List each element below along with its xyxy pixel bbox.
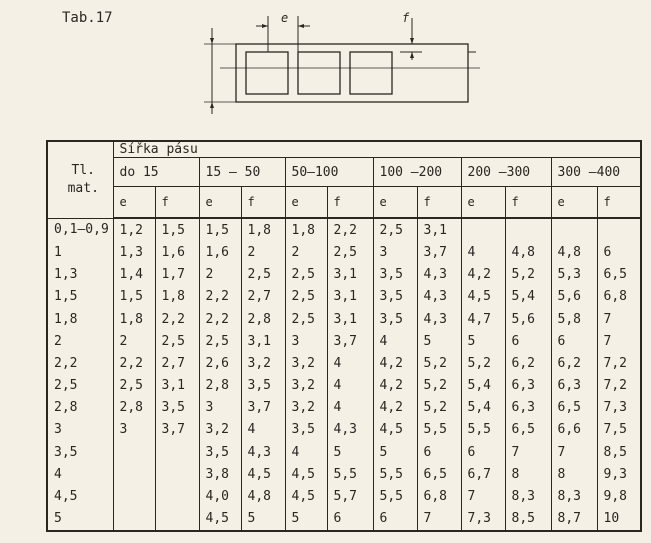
value-e-cell: 1,5 <box>113 286 155 308</box>
value-e-cell: 1,2 <box>113 218 155 241</box>
value-f-cell: 6,3 <box>505 397 551 419</box>
sub-header-f: f <box>327 187 373 219</box>
value-f-cell: 7,3 <box>597 397 641 419</box>
table-row <box>47 508 641 531</box>
value-e-cell: 3,2 <box>199 419 241 441</box>
table-row <box>47 330 641 352</box>
value-f-cell: 5,6 <box>505 308 551 330</box>
value-e-cell: 2,2 <box>113 352 155 374</box>
value-e-cell <box>551 218 597 241</box>
value-f-cell: 2,7 <box>241 286 285 308</box>
value-e-cell: 2,5 <box>285 264 327 286</box>
strip-width-table <box>46 140 642 532</box>
value-f-cell: 1,6 <box>155 241 199 263</box>
table-body <box>47 218 641 531</box>
value-f-cell: 6,3 <box>505 374 551 396</box>
value-f-cell: 4,3 <box>417 286 461 308</box>
value-f-cell: 2 <box>241 241 285 263</box>
material-thickness-cell: 3,5 <box>47 441 113 463</box>
value-e-cell: 1,8 <box>285 218 327 241</box>
sub-header-e: e <box>373 187 417 219</box>
material-header-line1: Tl. <box>71 162 95 178</box>
value-f-cell: 10 <box>597 508 641 531</box>
value-f-cell: 4 <box>327 352 373 374</box>
value-f-cell: 5,2 <box>417 352 461 374</box>
value-f-cell: 4 <box>327 374 373 396</box>
value-f-cell: 5,7 <box>327 485 373 507</box>
value-f-cell: 2,5 <box>327 241 373 263</box>
value-e-cell: 3,5 <box>373 308 417 330</box>
value-e-cell: 3,5 <box>373 264 417 286</box>
value-f-cell: 4,3 <box>417 264 461 286</box>
value-e-cell: 1,5 <box>199 218 241 241</box>
value-f-cell: 5,5 <box>327 463 373 485</box>
value-f-cell <box>505 218 551 241</box>
sub-header-e: e <box>113 187 155 219</box>
range-header: 300 –400 <box>551 158 641 187</box>
value-e-cell: 4,5 <box>285 485 327 507</box>
value-f-cell: 8,5 <box>505 508 551 531</box>
value-e-cell: 1,3 <box>113 241 155 263</box>
value-e-cell: 2,6 <box>199 352 241 374</box>
value-f-cell: 7,5 <box>597 419 641 441</box>
value-f-cell: 5,5 <box>417 419 461 441</box>
value-f-cell: 5,2 <box>417 397 461 419</box>
range-header: 15 – 50 <box>199 158 285 187</box>
value-f-cell: 4,5 <box>241 463 285 485</box>
table-row <box>47 485 641 507</box>
strip-layout-diagram <box>190 8 490 120</box>
value-e-cell: 8 <box>551 463 597 485</box>
value-f-cell: 1,8 <box>241 218 285 241</box>
value-e-cell: 5,6 <box>551 286 597 308</box>
value-f-cell: 3,1 <box>327 264 373 286</box>
value-e-cell: 7 <box>461 485 505 507</box>
value-e-cell: 2,5 <box>373 218 417 241</box>
value-e-cell: 1,4 <box>113 264 155 286</box>
value-e-cell: 2,5 <box>285 308 327 330</box>
value-f-cell: 6,5 <box>417 463 461 485</box>
value-e-cell: 6,2 <box>551 352 597 374</box>
value-e-cell <box>461 218 505 241</box>
value-e-cell: 7,3 <box>461 508 505 531</box>
value-e-cell: 4,2 <box>373 352 417 374</box>
value-f-cell: 6 <box>597 241 641 263</box>
value-f-cell: 6 <box>417 441 461 463</box>
table-row <box>47 308 641 330</box>
value-f-cell: 1,8 <box>155 286 199 308</box>
value-e-cell <box>113 463 155 485</box>
value-e-cell: 5 <box>373 441 417 463</box>
value-e-cell: 6 <box>373 508 417 531</box>
value-f-cell: 2,8 <box>241 308 285 330</box>
value-f-cell: 5,2 <box>505 264 551 286</box>
value-e-cell: 3,5 <box>285 419 327 441</box>
value-f-cell: 3,7 <box>155 419 199 441</box>
value-e-cell: 3 <box>373 241 417 263</box>
range-header: 50–100 <box>285 158 373 187</box>
material-thickness-cell: 1 <box>47 241 113 263</box>
value-e-cell: 5,4 <box>461 374 505 396</box>
table-row <box>47 264 641 286</box>
value-f-cell: 5 <box>327 441 373 463</box>
material-header <box>47 141 113 218</box>
value-e-cell: 5,3 <box>551 264 597 286</box>
value-f-cell: 2,7 <box>155 352 199 374</box>
material-thickness-cell: 1,3 <box>47 264 113 286</box>
value-f-cell <box>155 463 199 485</box>
value-f-cell: 9,3 <box>597 463 641 485</box>
value-e-cell: 4,2 <box>373 374 417 396</box>
value-e-cell: 4,5 <box>373 419 417 441</box>
value-e-cell: 2,2 <box>199 308 241 330</box>
value-f-cell: 4,8 <box>241 485 285 507</box>
table-row <box>47 463 641 485</box>
value-e-cell: 5,5 <box>373 463 417 485</box>
value-e-cell: 2,5 <box>285 286 327 308</box>
value-f-cell: 4,8 <box>505 241 551 263</box>
value-e-cell: 1,8 <box>113 308 155 330</box>
value-e-cell: 5 <box>285 508 327 531</box>
table-row <box>47 441 641 463</box>
value-f-cell: 5,4 <box>505 286 551 308</box>
sub-header-e: e <box>551 187 597 219</box>
value-e-cell: 5,8 <box>551 308 597 330</box>
material-thickness-cell: 2,2 <box>47 352 113 374</box>
sub-header-e: e <box>199 187 241 219</box>
value-e-cell: 3 <box>285 330 327 352</box>
value-e-cell: 4,5 <box>199 508 241 531</box>
value-f-cell: 2,5 <box>155 330 199 352</box>
value-e-cell: 1,6 <box>199 241 241 263</box>
material-thickness-cell: 3 <box>47 419 113 441</box>
label-f: f <box>402 11 410 25</box>
value-e-cell: 3 <box>113 419 155 441</box>
value-f-cell: 8,3 <box>505 485 551 507</box>
value-e-cell: 6,6 <box>551 419 597 441</box>
value-e-cell: 3,8 <box>199 463 241 485</box>
value-e-cell: 3,2 <box>285 352 327 374</box>
table-caption: Tab.17 <box>62 10 113 26</box>
value-e-cell: 4 <box>285 441 327 463</box>
material-thickness-cell: 1,8 <box>47 308 113 330</box>
material-thickness-cell: 4 <box>47 463 113 485</box>
value-e-cell: 8,7 <box>551 508 597 531</box>
value-f-cell: 7 <box>597 330 641 352</box>
value-e-cell: 5,4 <box>461 397 505 419</box>
value-e-cell <box>113 508 155 531</box>
value-f-cell: 5 <box>241 508 285 531</box>
range-header: do 15 <box>113 158 199 187</box>
sub-header-e: e <box>461 187 505 219</box>
value-e-cell: 5 <box>461 330 505 352</box>
table-row <box>47 397 641 419</box>
sub-header-f: f <box>241 187 285 219</box>
value-f-cell: 2,5 <box>241 264 285 286</box>
value-f-cell: 6,5 <box>597 264 641 286</box>
value-f-cell: 3,1 <box>327 286 373 308</box>
value-e-cell: 3,5 <box>199 441 241 463</box>
value-e-cell: 2,2 <box>199 286 241 308</box>
range-header: 100 –200 <box>373 158 461 187</box>
value-f-cell <box>155 441 199 463</box>
material-thickness-cell: 4,5 <box>47 485 113 507</box>
value-e-cell: 6 <box>551 330 597 352</box>
value-f-cell: 4,3 <box>417 308 461 330</box>
table-row <box>47 352 641 374</box>
table-row <box>47 218 641 241</box>
value-f-cell: 3,5 <box>155 397 199 419</box>
value-f-cell: 3,2 <box>241 352 285 374</box>
value-e-cell: 5,5 <box>461 419 505 441</box>
value-f-cell: 7 <box>597 308 641 330</box>
value-f-cell: 3,7 <box>241 397 285 419</box>
value-f-cell: 6,2 <box>505 352 551 374</box>
value-f-cell: 7 <box>505 441 551 463</box>
value-f-cell: 6,5 <box>505 419 551 441</box>
value-f-cell: 3,1 <box>327 308 373 330</box>
value-f-cell: 4,3 <box>327 419 373 441</box>
value-e-cell: 4,2 <box>461 264 505 286</box>
value-f-cell: 6,8 <box>597 286 641 308</box>
value-f-cell: 1,7 <box>155 264 199 286</box>
value-e-cell: 4,5 <box>285 463 327 485</box>
value-e-cell: 2,5 <box>199 330 241 352</box>
value-f-cell: 4 <box>327 397 373 419</box>
value-f-cell: 2,2 <box>327 218 373 241</box>
value-f-cell: 5 <box>417 330 461 352</box>
value-e-cell: 3 <box>199 397 241 419</box>
table-row <box>47 374 641 396</box>
value-f-cell: 6 <box>327 508 373 531</box>
value-e-cell: 2 <box>199 264 241 286</box>
label-e: e <box>281 11 289 25</box>
sub-header-f: f <box>505 187 551 219</box>
value-e-cell: 6 <box>461 441 505 463</box>
value-f-cell <box>597 218 641 241</box>
sub-header-e: e <box>285 187 327 219</box>
sub-header-f: f <box>155 187 199 219</box>
value-e-cell: 5,2 <box>461 352 505 374</box>
value-e-cell: 4,2 <box>373 397 417 419</box>
value-f-cell: 4 <box>241 419 285 441</box>
value-e-cell: 2,8 <box>199 374 241 396</box>
value-e-cell: 4,5 <box>461 286 505 308</box>
value-f-cell: 3,1 <box>155 374 199 396</box>
value-e-cell: 6,5 <box>551 397 597 419</box>
value-f-cell: 1,5 <box>155 218 199 241</box>
material-thickness-cell: 1,5 <box>47 286 113 308</box>
value-f-cell: 3,7 <box>417 241 461 263</box>
value-f-cell: 6 <box>505 330 551 352</box>
value-f-cell: 9,8 <box>597 485 641 507</box>
value-e-cell: 4 <box>461 241 505 263</box>
value-e-cell: 3,5 <box>373 286 417 308</box>
value-e-cell: 6,3 <box>551 374 597 396</box>
range-header: 200 –300 <box>461 158 551 187</box>
width-header: Šířka pásu <box>113 141 641 158</box>
table-row <box>47 286 641 308</box>
value-e-cell: 8,3 <box>551 485 597 507</box>
material-thickness-cell: 5 <box>47 508 113 531</box>
value-e-cell: 4 <box>373 330 417 352</box>
value-f-cell <box>155 485 199 507</box>
table-row <box>47 241 641 263</box>
material-thickness-cell: 2 <box>47 330 113 352</box>
value-e-cell: 7 <box>551 441 597 463</box>
value-f-cell <box>155 508 199 531</box>
table-row <box>47 419 641 441</box>
value-f-cell: 6,8 <box>417 485 461 507</box>
value-f-cell: 8 <box>505 463 551 485</box>
value-f-cell: 4,3 <box>241 441 285 463</box>
value-f-cell: 7,2 <box>597 374 641 396</box>
value-e-cell: 2 <box>113 330 155 352</box>
value-f-cell: 3,7 <box>327 330 373 352</box>
value-f-cell: 7,2 <box>597 352 641 374</box>
value-f-cell: 7 <box>417 508 461 531</box>
value-e-cell: 5,5 <box>373 485 417 507</box>
value-e-cell: 3,2 <box>285 397 327 419</box>
material-header-line2: mat. <box>67 180 99 196</box>
value-f-cell: 3,1 <box>417 218 461 241</box>
value-f-cell: 3,1 <box>241 330 285 352</box>
value-f-cell: 8,5 <box>597 441 641 463</box>
value-e-cell: 4,8 <box>551 241 597 263</box>
sub-header-f: f <box>597 187 641 219</box>
material-thickness-cell: 2,5 <box>47 374 113 396</box>
value-f-cell: 3,5 <box>241 374 285 396</box>
value-e-cell: 4,0 <box>199 485 241 507</box>
value-e-cell: 2,8 <box>113 397 155 419</box>
sub-header-f: f <box>417 187 461 219</box>
material-thickness-cell: 0,1–0,9 <box>47 218 113 241</box>
value-e-cell <box>113 485 155 507</box>
material-thickness-cell: 2,8 <box>47 397 113 419</box>
value-e-cell: 2 <box>285 241 327 263</box>
value-e-cell <box>113 441 155 463</box>
value-f-cell: 2,2 <box>155 308 199 330</box>
value-f-cell: 5,2 <box>417 374 461 396</box>
value-e-cell: 4,7 <box>461 308 505 330</box>
value-e-cell: 2,5 <box>113 374 155 396</box>
value-e-cell: 3,2 <box>285 374 327 396</box>
value-e-cell: 6,7 <box>461 463 505 485</box>
